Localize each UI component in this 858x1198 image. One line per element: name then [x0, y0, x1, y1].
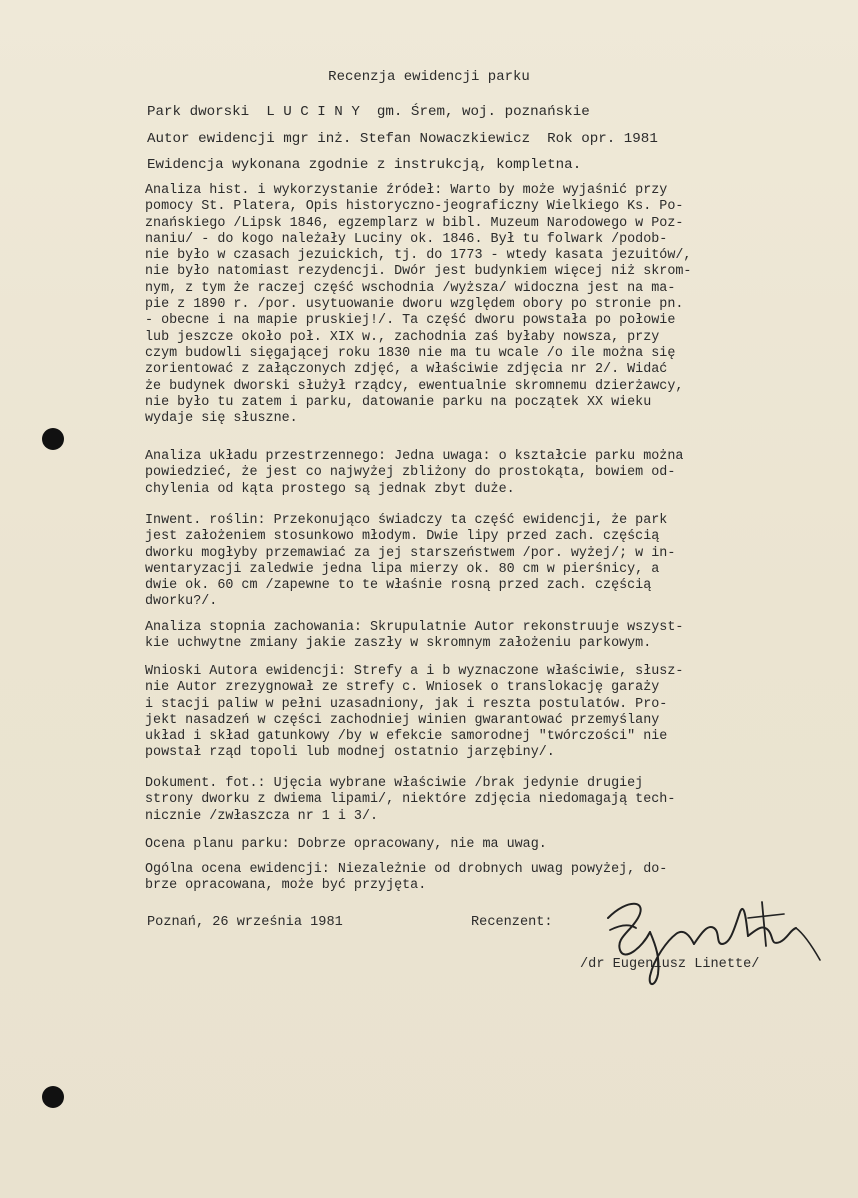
author-line: Autor ewidencji mgr inż. Stefan Nowaczkiewicz Rok opr. 1981 [147, 131, 658, 147]
document-title: Recenzja ewidencji parku [328, 69, 530, 85]
punch-hole [42, 428, 64, 450]
section-park-plan: Ocena planu parku: Dobrze opracowany, nie ma uwag. [145, 837, 547, 852]
section-preservation: Analiza stopnia zachowania: Skrupulatnie Autor rekonstruuje wszyst- kie uchwytne zmiany jakie zaszły w skromnym założeniu parkowym. [145, 620, 684, 652]
reviewer-name: /dr Eugeniusz Linette/ [580, 957, 760, 972]
section-photo-documentation: Dokument. fot.: Ujęcia wybrane właściwie /brak jedynie drugiej strony dworku z dwiema lipami/, niektóre zdjęcia niedomagają tech- nicznie /zwłaszcza nr 1 i 3/. [145, 776, 676, 824]
section-plant-inventory: Inwent. roślin: Przekonująco świadczy ta część ewidencji, że park jest założeniem stosunkowo młodym. Dwie lipy przed zach. częścią dworku mogłyby przemawiać za jej starszeństwem /por. wyżej/; w in- wentaryzacji zaledwie jedna lipa mierzy ok. 80 cm w pierśnicy, a dwie ok. 60 cm /zapewne to te właśnie rosną przed zach. częścią dworku?/. [145, 513, 676, 610]
section-spatial-layout: Analiza układu przestrzennego: Jedna uwaga: o kształcie parku można powiedzieć, że jest co najwyżej zbliżony do prostokąta, bowiem od- chylenia od kąta prostego są jednak zbyt duże. [145, 449, 684, 497]
punch-hole [42, 1086, 64, 1108]
section-historical-analysis: Analiza hist. i wykorzystanie źródeł: Warto by może wyjaśnić przy pomocy St. Platera, Opis historyczno-jeograficzny Wielkiego Ks. Po- znańskiego /Lipsk 1846, egzemplarz w bibl. Muzeum Narodowego w Poz- naniu/ - do kogo należały Luciny ok. 1846. Był tu folwark /podob- nie było w czasach jezuickich, tj. do 1773 - wtedy kasata jezuitów/, nie było natomiast rezydencji. Dwór jest budynkiem więcej niż skrom- nym, z tym że raczej część wschodnia /wyższa/ widoczna jest na ma- pie z 1890 r. /por. usytuowanie dworu względem obory po stronie pn. - obecne i na mapie pruskiej!/. Ta część dworu powstała po połowie lub jeszcze około poł. XIX w., zachodnia zaś byłaby nowsza, przy czym budowli sięgającej roku 1830 nie ma tu wcale /o ile można się zorientować z załączonych zdjęć, a właściwie zdjęcia nr 2/. Widać że budynek dworski służył rządcy, ewentualnie skromnemu dzierżawcy, nie było tu zatem i parku, datowanie parku na początek XX wieku wydaje się słuszne. [145, 183, 692, 427]
place-date: Poznań, 26 września 1981 [147, 915, 343, 930]
section-overall-assessment: Ogólna ocena ewidencji: Niezależnie od drobnych uwag powyżej, do- brze opracowana, może być przyjęta. [145, 862, 668, 894]
section-conclusions: Wnioski Autora ewidencji: Strefy a i b wyznaczone właściwie, słusz- nie Autor zrezygnował ze strefy c. Wniosek o translokację garaży i stacji paliw w pełni uzasadniony, jak i reszta postulatów. Pro- jekt nasadzeń w części zachodniej winien gwarantować przemyślany układ i skład gatunkowy /by w efekcie samorodnej "twórczości" nie powstał rząd topoli lub modnej ostatnio jarzębiny/. [145, 664, 684, 761]
handwritten-signature [598, 888, 828, 998]
reviewer-label: Recenzent: [471, 915, 553, 930]
status-line: Ewidencja wykonana zgodnie z instrukcją, kompletna. [147, 157, 582, 173]
park-line: Park dworski L U C I N Y gm. Śrem, woj. poznańskie [147, 104, 590, 120]
